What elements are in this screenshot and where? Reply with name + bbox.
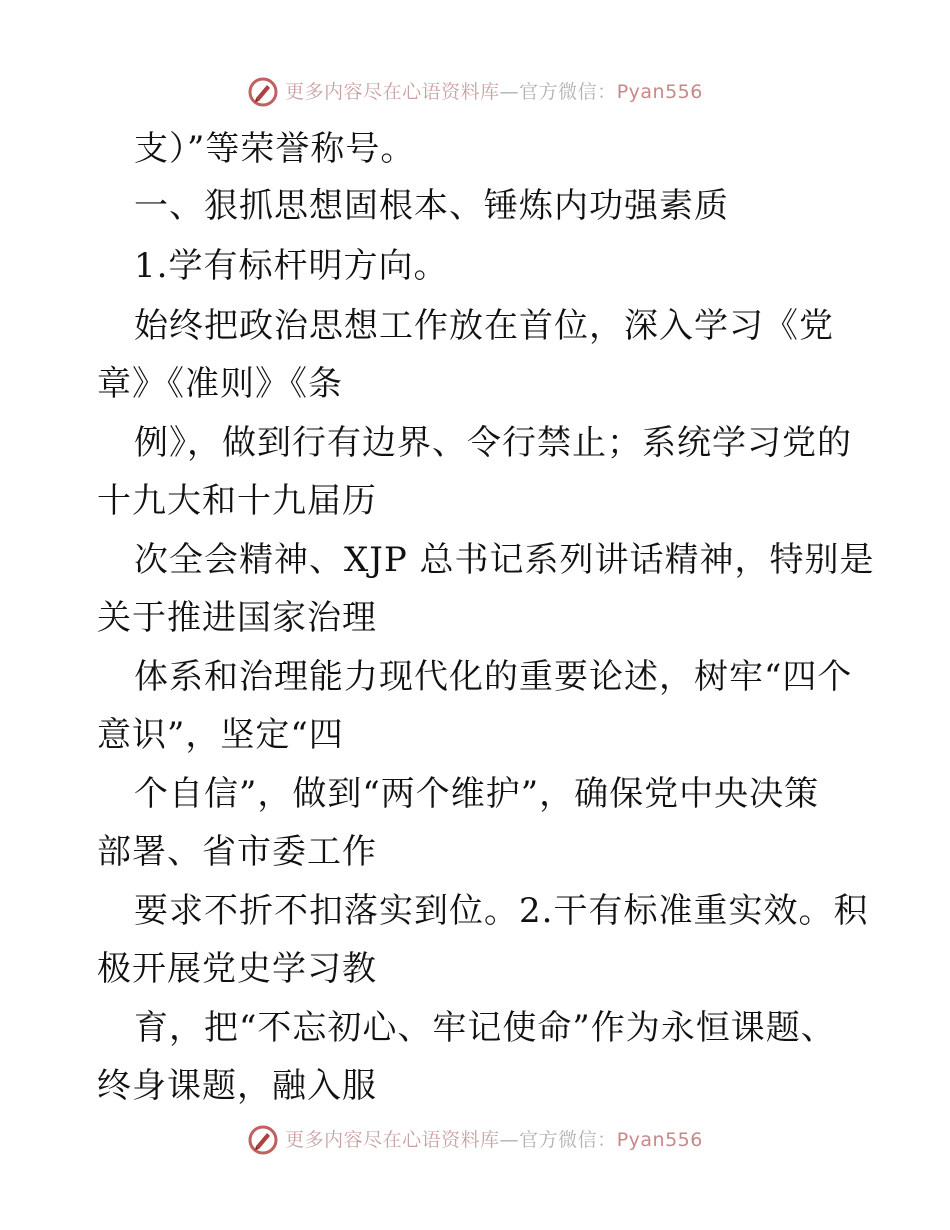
- text-line: 个自信”，做到“两个维护”，确保党中央决策: [134, 774, 820, 814]
- text-line: 例》，做到行有边界、令行禁止；系统学习党的: [134, 423, 852, 463]
- footer-watermark: [0, 1120, 950, 1160]
- watermark-id: Pyan556: [616, 1128, 703, 1151]
- watermark-separator: —官方微信：: [499, 80, 617, 103]
- subsection-heading: 1.学有标杆明方向。: [134, 246, 449, 286]
- watermark-main: 更多内容尽在心语资料库: [285, 80, 500, 103]
- text-line: 十九大和十九届历: [97, 481, 377, 521]
- text-line: 始终把政治思想工作放在首位，深入学习《党: [134, 306, 834, 346]
- text-line: 支）”等荣誉称号。: [134, 129, 416, 169]
- watermark-separator: —官方微信：: [499, 1128, 617, 1151]
- watermark-id: Pyan556: [616, 80, 703, 103]
- text-line: 意识”，坚定“四: [97, 715, 344, 755]
- text-line: 要求不折不扣落实到位。2.干有标准重实效。积: [134, 891, 869, 931]
- text-line: 体系和治理能力现代化的重要论述，树牢“四个: [134, 657, 853, 697]
- text-line: 关于推进国家治理: [97, 598, 377, 638]
- section-heading: 一、狠抓思想固根本、锤炼内功强素质: [134, 186, 729, 226]
- text-line: 育，把“不忘初心、牢记使命”作为永恒课题、: [134, 1008, 836, 1048]
- circle-pen-logo-icon: [247, 1124, 279, 1156]
- text-line: 终身课题，融入服: [97, 1066, 377, 1106]
- text-line: 部署、省市委工作: [97, 832, 377, 872]
- watermark-text: [285, 80, 703, 103]
- text-line: 章》《准则》《条: [97, 364, 343, 404]
- watermark-text: [285, 1128, 703, 1151]
- header-watermark: [0, 72, 950, 112]
- watermark-main: 更多内容尽在心语资料库: [285, 1128, 500, 1151]
- text-line: 次全会精神、XJP 总书记系列讲话精神，特别是: [134, 540, 875, 580]
- text-line: 极开展党史学习教: [97, 949, 377, 989]
- circle-pen-logo-icon: [247, 76, 279, 108]
